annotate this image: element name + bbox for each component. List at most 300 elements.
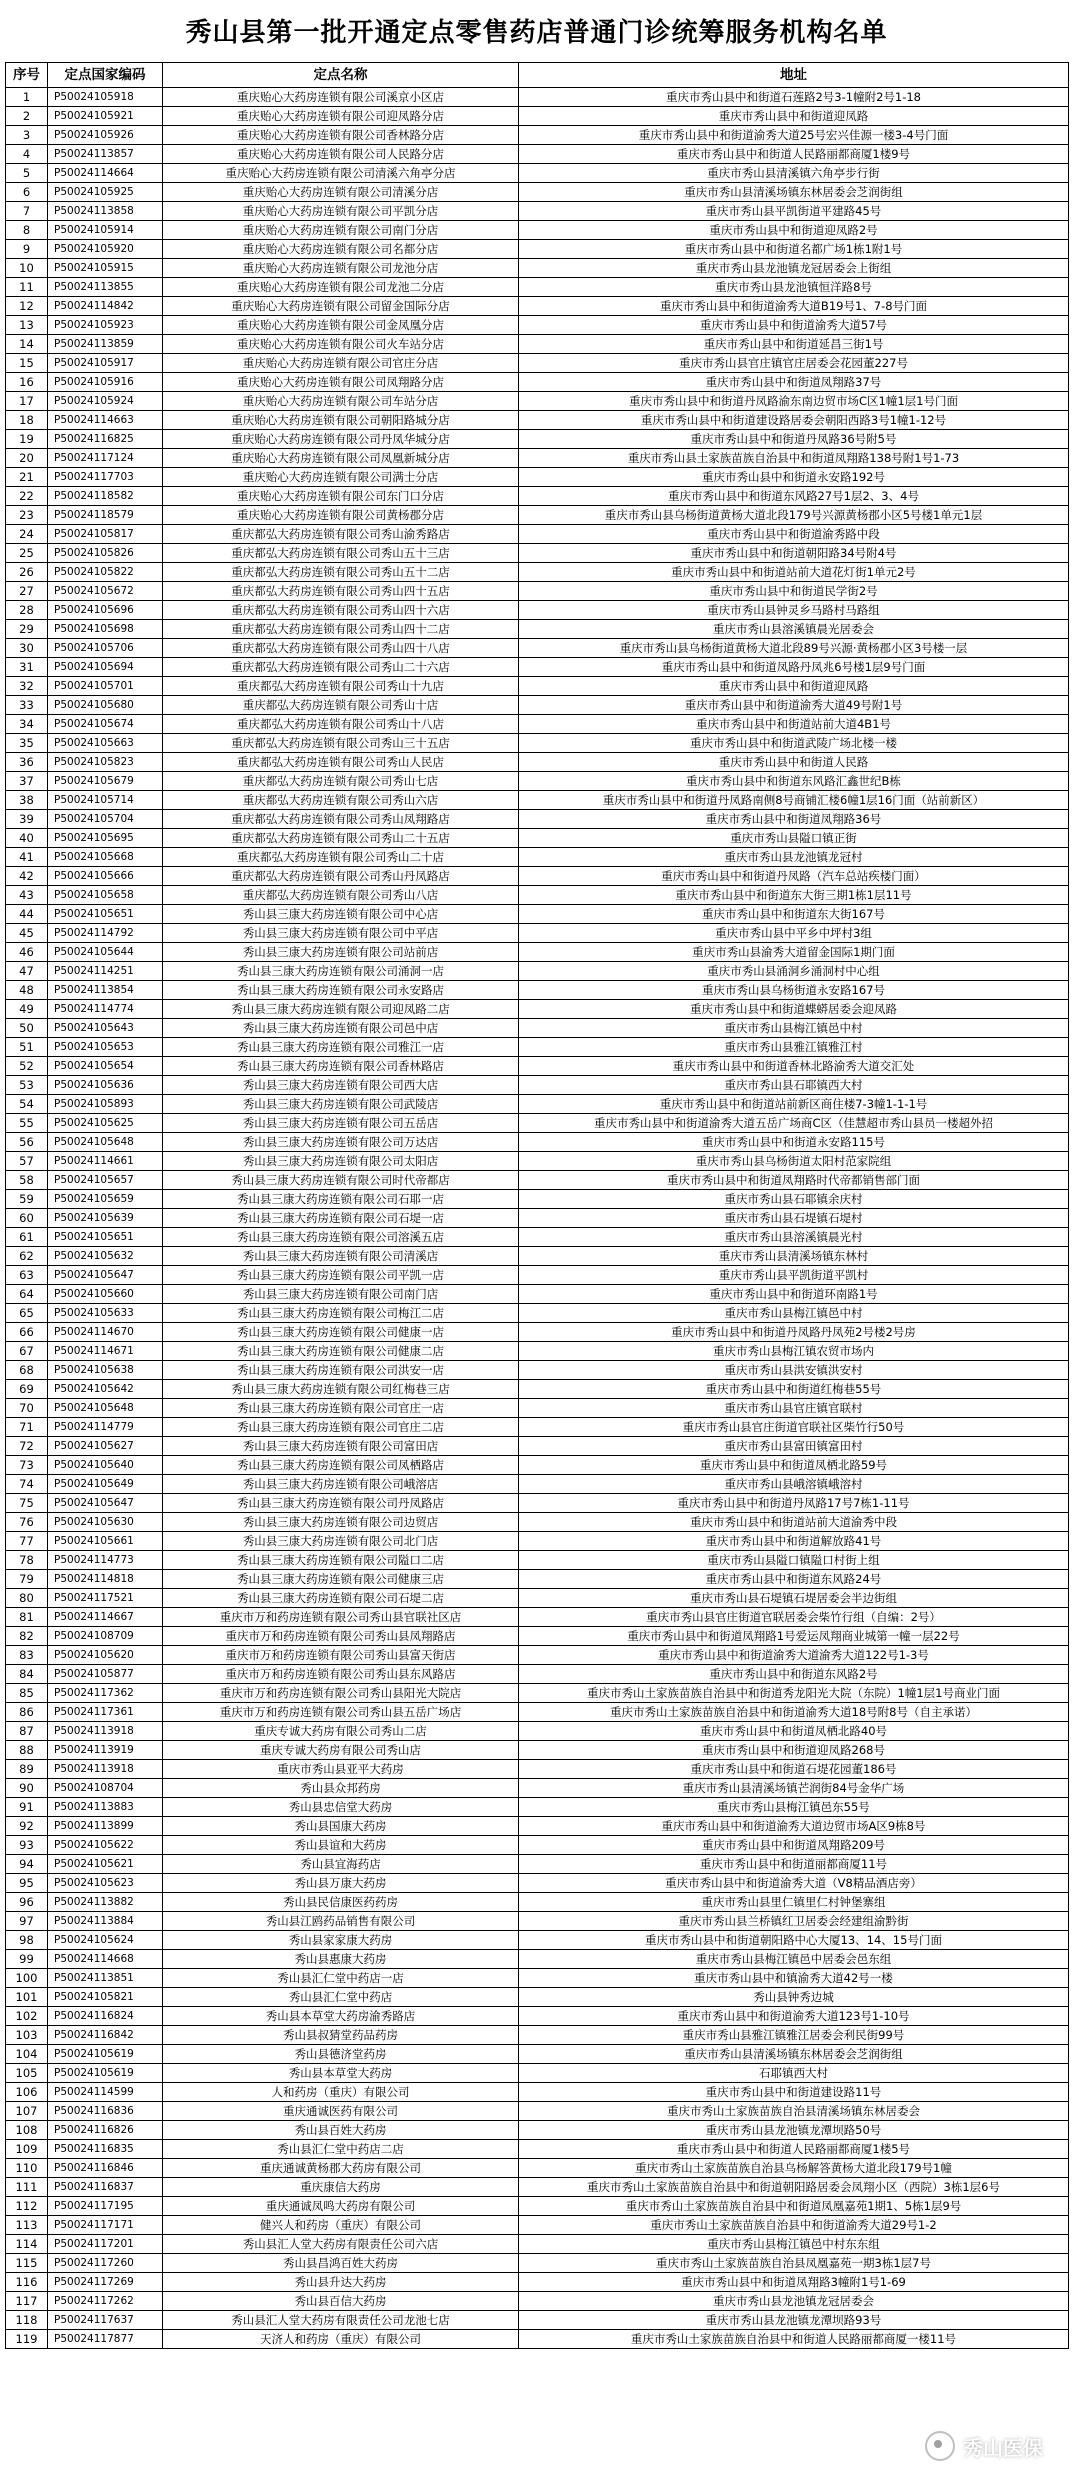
- row-code: P50024105647: [48, 1494, 163, 1513]
- row-address: 重庆市秀山县中和街道迎凤路: [519, 107, 1069, 126]
- table-row: [6, 107, 1069, 126]
- row-index: 49: [6, 1000, 48, 1019]
- row-address: 重庆市秀山县中和街道东风路27号1层2、3、4号: [519, 487, 1069, 506]
- row-address: 重庆市秀山县隘口镇隘口村街上组: [519, 1551, 1069, 1570]
- row-code: P50024105648: [48, 1133, 163, 1152]
- row-index: 81: [6, 1608, 48, 1627]
- row-code: P50024114251: [48, 962, 163, 981]
- row-name: 秀山县忠信堂大药房: [163, 1798, 519, 1817]
- row-name: 秀山县惠康大药房: [163, 1950, 519, 1969]
- row-address: 重庆市秀山县中和街道蝶蟒居委会迎凤路: [519, 1000, 1069, 1019]
- table-row: [6, 164, 1069, 183]
- row-name: 重庆都弘大药房连锁有限公司秀山十八店: [163, 715, 519, 734]
- row-name: 秀山县三康大药房连锁有限公司雅江一店: [163, 1038, 519, 1057]
- row-index: 102: [6, 2007, 48, 2026]
- row-address: 重庆市秀山土家族苗族自治县乌杨解答黄杨大道北段179号1幢: [519, 2159, 1069, 2178]
- row-code: P50024113858: [48, 202, 163, 221]
- row-name: 秀山县三康大药房连锁有限公司南门店: [163, 1285, 519, 1304]
- table-row: [6, 1627, 1069, 1646]
- row-name: 秀山县三康大药房连锁有限公司溶溪五店: [163, 1228, 519, 1247]
- row-name: 秀山县汇仁堂中药店: [163, 1988, 519, 2007]
- row-index: 27: [6, 582, 48, 601]
- row-index: 45: [6, 924, 48, 943]
- row-address: 重庆市秀山县官庄街道官联社区柴竹行50号: [519, 1418, 1069, 1437]
- row-index: 86: [6, 1703, 48, 1722]
- row-name: 秀山县三康大药房连锁有限公司站前店: [163, 943, 519, 962]
- row-name: 秀山县三康大药房连锁有限公司丹凤路店: [163, 1494, 519, 1513]
- table-row: [6, 1266, 1069, 1285]
- table-row: [6, 1684, 1069, 1703]
- row-index: 73: [6, 1456, 48, 1475]
- row-address: 重庆市秀山县中和街道迎凤路268号: [519, 1741, 1069, 1760]
- row-name: 重庆市万和药房连锁有限公司秀山县东风路店: [163, 1665, 519, 1684]
- row-name: 重庆都弘大药房连锁有限公司秀山十九店: [163, 677, 519, 696]
- row-address: 重庆市秀山县隘口镇正街: [519, 829, 1069, 848]
- row-code: P50024105924: [48, 392, 163, 411]
- table-row: [6, 354, 1069, 373]
- table-row: [6, 1076, 1069, 1095]
- row-index: 18: [6, 411, 48, 430]
- table-row: [6, 525, 1069, 544]
- row-index: 22: [6, 487, 48, 506]
- row-address: 重庆市秀山县渝秀大道留金国际1期门面: [519, 943, 1069, 962]
- row-name: 秀山县三康大药房连锁有限公司万达店: [163, 1133, 519, 1152]
- row-index: 11: [6, 278, 48, 297]
- row-index: 119: [6, 2330, 48, 2349]
- row-address: 重庆市秀山县中和街道凤路丹凤兆6号楼1层9号门面: [519, 658, 1069, 677]
- table-row: [6, 1342, 1069, 1361]
- row-address: 重庆市秀山土家族苗族自治县中和街道人民路丽都商厦一楼11号: [519, 2330, 1069, 2349]
- row-index: 106: [6, 2083, 48, 2102]
- table-row: [6, 2140, 1069, 2159]
- row-name: 秀山县三康大药房连锁有限公司峨溶店: [163, 1475, 519, 1494]
- row-name: 天济人和药房（重庆）有限公司: [163, 2330, 519, 2349]
- row-address: 重庆市秀山县梅江镇邑中居委会邑东组: [519, 1950, 1069, 1969]
- row-code: P50024105632: [48, 1247, 163, 1266]
- row-address: 秀山县钟秀边城: [519, 1988, 1069, 2007]
- row-index: 71: [6, 1418, 48, 1437]
- table-row: [6, 1722, 1069, 1741]
- table-row: [6, 506, 1069, 525]
- row-index: 47: [6, 962, 48, 981]
- row-address: 重庆市秀山县溶溪镇晨光居委会: [519, 620, 1069, 639]
- row-name: 重庆都弘大药房连锁有限公司秀山七店: [163, 772, 519, 791]
- row-name: 秀山县三康大药房连锁有限公司西大店: [163, 1076, 519, 1095]
- row-code: P50024113859: [48, 335, 163, 354]
- table-row: [6, 1874, 1069, 1893]
- pharmacy-table: [5, 62, 1069, 2349]
- table-row: [6, 1057, 1069, 1076]
- row-address: 重庆市秀山县中和街道丹凤路南侧8号商铺汇楼6幢1层16门面（站前新区）: [519, 791, 1069, 810]
- row-name: 秀山县三康大药房连锁有限公司富田店: [163, 1437, 519, 1456]
- row-index: 15: [6, 354, 48, 373]
- table-row: [6, 962, 1069, 981]
- table-row: [6, 1589, 1069, 1608]
- row-index: 69: [6, 1380, 48, 1399]
- row-address: 重庆市秀山县中和街道凤栖北路59号: [519, 1456, 1069, 1475]
- row-code: P50024105926: [48, 126, 163, 145]
- row-address: 重庆市秀山县官庄镇官联村: [519, 1399, 1069, 1418]
- table-row: [6, 1950, 1069, 1969]
- row-code: P50024105920: [48, 240, 163, 259]
- row-code: P50024116846: [48, 2159, 163, 2178]
- row-address: 重庆市秀山县洪安镇洪安村: [519, 1361, 1069, 1380]
- row-index: 55: [6, 1114, 48, 1133]
- table-row: [6, 278, 1069, 297]
- row-code: P50024105877: [48, 1665, 163, 1684]
- row-name: 重庆贻心大药房连锁有限公司名都分店: [163, 240, 519, 259]
- row-name: 重庆贻心大药房连锁有限公司车站分店: [163, 392, 519, 411]
- row-index: 34: [6, 715, 48, 734]
- row-name: 重庆都弘大药房连锁有限公司秀山二十六店: [163, 658, 519, 677]
- row-name: 重庆都弘大药房连锁有限公司秀山三十五店: [163, 734, 519, 753]
- row-code: P50024105630: [48, 1513, 163, 1532]
- table-row: [6, 2102, 1069, 2121]
- row-index: 8: [6, 221, 48, 240]
- row-address: 重庆市秀山县中和街道渝秀大道边贸市场A区9栋8号: [519, 1817, 1069, 1836]
- row-code: P50024113851: [48, 1969, 163, 1988]
- row-index: 44: [6, 905, 48, 924]
- table-row: [6, 259, 1069, 278]
- row-code: P50024105826: [48, 544, 163, 563]
- row-name: 秀山县三康大药房连锁有限公司武陵店: [163, 1095, 519, 1114]
- row-index: 114: [6, 2235, 48, 2254]
- row-name: 秀山县汇仁堂中药店二店: [163, 2140, 519, 2159]
- row-index: 31: [6, 658, 48, 677]
- row-name: 重庆市万和药房连锁有限公司秀山县阳光大院店: [163, 1684, 519, 1703]
- row-name: 重庆贻心大药房连锁有限公司官庄分店: [163, 354, 519, 373]
- row-code: P50024105623: [48, 1874, 163, 1893]
- row-name: 秀山县三康大药房连锁有限公司时代帝都店: [163, 1171, 519, 1190]
- row-code: P50024105619: [48, 2045, 163, 2064]
- row-name: 秀山县三康大药房连锁有限公司健康三店: [163, 1570, 519, 1589]
- table-row: [6, 411, 1069, 430]
- row-address: 重庆市秀山县石耶镇西大村: [519, 1076, 1069, 1095]
- table-row: [6, 867, 1069, 886]
- table-row: [6, 1304, 1069, 1323]
- row-index: 101: [6, 1988, 48, 2007]
- row-address: 重庆市秀山土家族苗族自治县中和街道渝秀大道29号1-2: [519, 2216, 1069, 2235]
- row-name: 重庆都弘大药房连锁有限公司秀山八店: [163, 886, 519, 905]
- row-code: P50024117124: [48, 449, 163, 468]
- row-name: 秀山县众邦药房: [163, 1779, 519, 1798]
- watermark-text: 秀山医保: [963, 2435, 1043, 2460]
- row-address: 重庆市秀山县平凯街道平凯村: [519, 1266, 1069, 1285]
- table-row: [6, 2121, 1069, 2140]
- row-index: 37: [6, 772, 48, 791]
- row-address: 重庆市秀山县中和街道凤翔路37号: [519, 373, 1069, 392]
- table-row: [6, 449, 1069, 468]
- row-index: 64: [6, 1285, 48, 1304]
- row-address: 重庆市秀山县中和街道丹凤路（汽车总站疾楼门面）: [519, 867, 1069, 886]
- row-index: 83: [6, 1646, 48, 1665]
- table-row: [6, 316, 1069, 335]
- row-code: P50024105658: [48, 886, 163, 905]
- table-row: [6, 1285, 1069, 1304]
- row-name: 重庆都弘大药房连锁有限公司秀山四十五店: [163, 582, 519, 601]
- table-row: [6, 886, 1069, 905]
- row-address: 重庆市秀山县石堤镇石堤居委会半边街组: [519, 1589, 1069, 1608]
- row-code: P50024105916: [48, 373, 163, 392]
- table-row: [6, 753, 1069, 772]
- table-row: [6, 2235, 1069, 2254]
- table-row: [6, 1817, 1069, 1836]
- row-name: 秀山县三康大药房连锁有限公司邑中店: [163, 1019, 519, 1038]
- row-index: 3: [6, 126, 48, 145]
- row-index: 79: [6, 1570, 48, 1589]
- row-address: 重庆市秀山县中和街道渝秀大道五岳广场商C区（佳慧超市秀山县员一楼超外招: [519, 1114, 1069, 1133]
- row-address: 重庆市秀山县雅江镇雅江村: [519, 1038, 1069, 1057]
- row-index: 75: [6, 1494, 48, 1513]
- table-row: [6, 696, 1069, 715]
- row-name: 重庆都弘大药房连锁有限公司秀山二十店: [163, 848, 519, 867]
- table-body: [6, 88, 1069, 2349]
- row-name: 重庆都弘大药房连锁有限公司秀山十店: [163, 696, 519, 715]
- row-index: 113: [6, 2216, 48, 2235]
- row-name: 重庆市秀山县亚平大药房: [163, 1760, 519, 1779]
- row-address: 重庆市秀山县乌杨街道永安路167号: [519, 981, 1069, 1000]
- table-row: [6, 1152, 1069, 1171]
- row-name: 秀山县三康大药房连锁有限公司洪安一店: [163, 1361, 519, 1380]
- watermark: [925, 2431, 1043, 2461]
- row-name: 重庆都弘大药房连锁有限公司秀山四十二店: [163, 620, 519, 639]
- table-row: [6, 221, 1069, 240]
- row-index: 42: [6, 867, 48, 886]
- table-row: [6, 335, 1069, 354]
- table-row: [6, 1418, 1069, 1437]
- table-row: [6, 145, 1069, 164]
- table-row: [6, 487, 1069, 506]
- row-code: P50024117262: [48, 2292, 163, 2311]
- row-code: P50024116835: [48, 2140, 163, 2159]
- row-code: P50024105633: [48, 1304, 163, 1323]
- row-address: 重庆市秀山县中和街道凤翔路209号: [519, 1836, 1069, 1855]
- row-index: 43: [6, 886, 48, 905]
- row-address: 重庆市秀山县龙池镇龙冠村: [519, 848, 1069, 867]
- row-code: P50024116825: [48, 430, 163, 449]
- row-address: 重庆市秀山县清溪场镇东林居委会芝润街组: [519, 2045, 1069, 2064]
- row-index: 62: [6, 1247, 48, 1266]
- row-index: 70: [6, 1399, 48, 1418]
- row-code: P50024116842: [48, 2026, 163, 2045]
- row-code: P50024105639: [48, 1209, 163, 1228]
- row-index: 116: [6, 2273, 48, 2292]
- row-address: 重庆市秀山县中和街道人民路丽都商厦1楼9号: [519, 145, 1069, 164]
- table-row: [6, 829, 1069, 848]
- row-address: 重庆市秀山县钟灵乡马路村马路组: [519, 601, 1069, 620]
- row-code: P50024116837: [48, 2178, 163, 2197]
- table-row: [6, 1095, 1069, 1114]
- row-index: 76: [6, 1513, 48, 1532]
- row-index: 5: [6, 164, 48, 183]
- row-index: 48: [6, 981, 48, 1000]
- row-code: P50024117269: [48, 2273, 163, 2292]
- row-address: 重庆市秀山县官庄镇官庄居委会花园董227号: [519, 354, 1069, 373]
- row-address: 重庆市秀山土家族苗族自治县中和街道凤凰嘉苑1期1、5栋1层9号: [519, 2197, 1069, 2216]
- row-code: P50024116836: [48, 2102, 163, 2121]
- row-code: P50024105649: [48, 1475, 163, 1494]
- row-index: 36: [6, 753, 48, 772]
- row-name: 秀山县三康大药房连锁有限公司石耶一店: [163, 1190, 519, 1209]
- row-code: P50024105915: [48, 259, 163, 278]
- row-index: 111: [6, 2178, 48, 2197]
- row-address: 重庆市秀山县平凯街道平建路45号: [519, 202, 1069, 221]
- row-code: P50024117260: [48, 2254, 163, 2273]
- row-code: P50024113919: [48, 1741, 163, 1760]
- row-name: 秀山县昌鸿百姓大药房: [163, 2254, 519, 2273]
- row-name: 秀山县百信大药房: [163, 2292, 519, 2311]
- table-row: [6, 639, 1069, 658]
- table-row: [6, 1114, 1069, 1133]
- row-index: 4: [6, 145, 48, 164]
- table-row: [6, 1323, 1069, 1342]
- row-address: 重庆市秀山县乌杨街道黄杨大道北段89号兴源·黄杨郡小区3号楼一层: [519, 639, 1069, 658]
- row-address: 重庆市秀山县龙池镇龙潭坝路93号: [519, 2311, 1069, 2330]
- row-code: P50024105661: [48, 1532, 163, 1551]
- row-address: 重庆市秀山县中和街道迎凤路2号: [519, 221, 1069, 240]
- row-name: 秀山县三康大药房连锁有限公司凤栖路店: [163, 1456, 519, 1475]
- row-code: P50024105679: [48, 772, 163, 791]
- table-row: [6, 88, 1069, 107]
- row-code: P50024105893: [48, 1095, 163, 1114]
- row-address: 重庆市秀山县中和街道迎凤路: [519, 677, 1069, 696]
- row-address: 重庆市秀山县中和街道东大街167号: [519, 905, 1069, 924]
- table-row: [6, 1893, 1069, 1912]
- table-row: [6, 240, 1069, 259]
- row-index: 90: [6, 1779, 48, 1798]
- row-name: 秀山县国康大药房: [163, 1817, 519, 1836]
- row-code: P50024105627: [48, 1437, 163, 1456]
- row-code: P50024105624: [48, 1931, 163, 1950]
- row-name: 重庆都弘大药房连锁有限公司秀山二十五店: [163, 829, 519, 848]
- row-address: 重庆市秀山县中和街道石堤花园董186号: [519, 1760, 1069, 1779]
- row-index: 108: [6, 2121, 48, 2140]
- table-row: [6, 582, 1069, 601]
- row-code: P50024105653: [48, 1038, 163, 1057]
- row-address: 重庆市秀山县中和街道站前大道渝秀中段: [519, 1513, 1069, 1532]
- row-index: 39: [6, 810, 48, 829]
- row-code: P50024118582: [48, 487, 163, 506]
- row-code: P50024105638: [48, 1361, 163, 1380]
- row-name: 重庆都弘大药房连锁有限公司秀山四十六店: [163, 601, 519, 620]
- row-index: 100: [6, 1969, 48, 1988]
- row-name: 重庆市万和药房连锁有限公司秀山县五岳广场店: [163, 1703, 519, 1722]
- row-code: P50024105643: [48, 1019, 163, 1038]
- row-name: 重庆都弘大药房连锁有限公司秀山丹凤路店: [163, 867, 519, 886]
- row-code: P50024117195: [48, 2197, 163, 2216]
- row-address: 重庆市秀山县梅江镇邑中村东东组: [519, 2235, 1069, 2254]
- row-index: 33: [6, 696, 48, 715]
- row-index: 58: [6, 1171, 48, 1190]
- row-code: P50024114599: [48, 2083, 163, 2102]
- row-name: 重庆贻心大药房连锁有限公司人民路分店: [163, 145, 519, 164]
- row-address: 重庆市秀山县清溪场镇东林村: [519, 1247, 1069, 1266]
- row-code: P50024117362: [48, 1684, 163, 1703]
- row-address: 重庆市秀山县中和街道凤翔路1号爱运凤翔商业城第一幢一层22号: [519, 1627, 1069, 1646]
- table-row: [6, 1000, 1069, 1019]
- row-code: P50024105651: [48, 905, 163, 924]
- row-address: 重庆市秀山县龙池镇龙冠居委会: [519, 2292, 1069, 2311]
- row-name: 秀山县三康大药房连锁有限公司官庄一店: [163, 1399, 519, 1418]
- row-name: 重庆贻心大药房连锁有限公司黄杨郡分店: [163, 506, 519, 525]
- row-name: 秀山县三康大药房连锁有限公司红梅巷三店: [163, 1380, 519, 1399]
- row-code: P50024105620: [48, 1646, 163, 1665]
- row-address: 重庆市秀山县里仁镇里仁村钟堡寨组: [519, 1893, 1069, 1912]
- row-name: 重庆都弘大药房连锁有限公司秀山六店: [163, 791, 519, 810]
- row-address: 重庆市秀山县中和街道渝秀大道123号1-10号: [519, 2007, 1069, 2026]
- row-name: 人和药房（重庆）有限公司: [163, 2083, 519, 2102]
- row-index: 68: [6, 1361, 48, 1380]
- row-name: 重庆贻心大药房连锁有限公司留金国际分店: [163, 297, 519, 316]
- table-row: [6, 563, 1069, 582]
- row-name: 重庆通诚凤鸣大药房有限公司: [163, 2197, 519, 2216]
- row-index: 24: [6, 525, 48, 544]
- table-row: [6, 1361, 1069, 1380]
- row-code: P50024113883: [48, 1798, 163, 1817]
- row-code: P50024114779: [48, 1418, 163, 1437]
- row-index: 87: [6, 1722, 48, 1741]
- row-code: P50024114667: [48, 1608, 163, 1627]
- table-row: [6, 1399, 1069, 1418]
- row-code: P50024105674: [48, 715, 163, 734]
- table-row: [6, 1532, 1069, 1551]
- row-code: P50024114773: [48, 1551, 163, 1570]
- table-row: [6, 677, 1069, 696]
- row-name: 秀山县三康大药房连锁有限公司迎凤路二店: [163, 1000, 519, 1019]
- row-code: P50024105654: [48, 1057, 163, 1076]
- row-code: P50024113882: [48, 1893, 163, 1912]
- table-row: [6, 1380, 1069, 1399]
- row-name: 秀山县汇人堂大药房有限责任公司六店: [163, 2235, 519, 2254]
- table-row: [6, 772, 1069, 791]
- header-address: 地址: [519, 63, 1069, 88]
- row-code: P50024118579: [48, 506, 163, 525]
- row-address: 重庆市秀山县峨溶镇峨溶村: [519, 1475, 1069, 1494]
- table-row: [6, 620, 1069, 639]
- table-row: [6, 2292, 1069, 2311]
- row-code: P50024114664: [48, 164, 163, 183]
- row-address: 重庆市秀山土家族苗族自治县清溪场镇东林居委会: [519, 2102, 1069, 2121]
- row-name: 秀山县三康大药房连锁有限公司边贸店: [163, 1513, 519, 1532]
- row-index: 98: [6, 1931, 48, 1950]
- row-address: 重庆市秀山县石耶镇余庆村: [519, 1190, 1069, 1209]
- row-name: 重庆贻心大药房连锁有限公司火车站分店: [163, 335, 519, 354]
- row-name: 重庆市万和药房连锁有限公司秀山县凤翔路店: [163, 1627, 519, 1646]
- row-index: 66: [6, 1323, 48, 1342]
- row-code: P50024117361: [48, 1703, 163, 1722]
- row-code: P50024113854: [48, 981, 163, 1000]
- table-row: [6, 601, 1069, 620]
- row-code: P50024105714: [48, 791, 163, 810]
- row-address: 重庆市秀山土家族苗族自治县中和街道秀龙阳光大院（东院）1幢1层1号商业门面: [519, 1684, 1069, 1703]
- table-row: [6, 2083, 1069, 2102]
- row-name: 重庆贻心大药房连锁有限公司朝阳路城分店: [163, 411, 519, 430]
- row-code: P50024114671: [48, 1342, 163, 1361]
- row-index: 110: [6, 2159, 48, 2178]
- row-name: 重庆贻心大药房连锁有限公司清溪分店: [163, 183, 519, 202]
- row-index: 115: [6, 2254, 48, 2273]
- row-code: P50024105672: [48, 582, 163, 601]
- row-index: 51: [6, 1038, 48, 1057]
- row-address: 重庆市秀山县梅江镇邑中村: [519, 1019, 1069, 1038]
- table-row: [6, 373, 1069, 392]
- row-address: 重庆市秀山县中和街道凤翔路3幢附1号1-69: [519, 2273, 1069, 2292]
- row-index: 67: [6, 1342, 48, 1361]
- row-index: 61: [6, 1228, 48, 1247]
- row-code: P50024105923: [48, 316, 163, 335]
- row-code: P50024105640: [48, 1456, 163, 1475]
- row-index: 19: [6, 430, 48, 449]
